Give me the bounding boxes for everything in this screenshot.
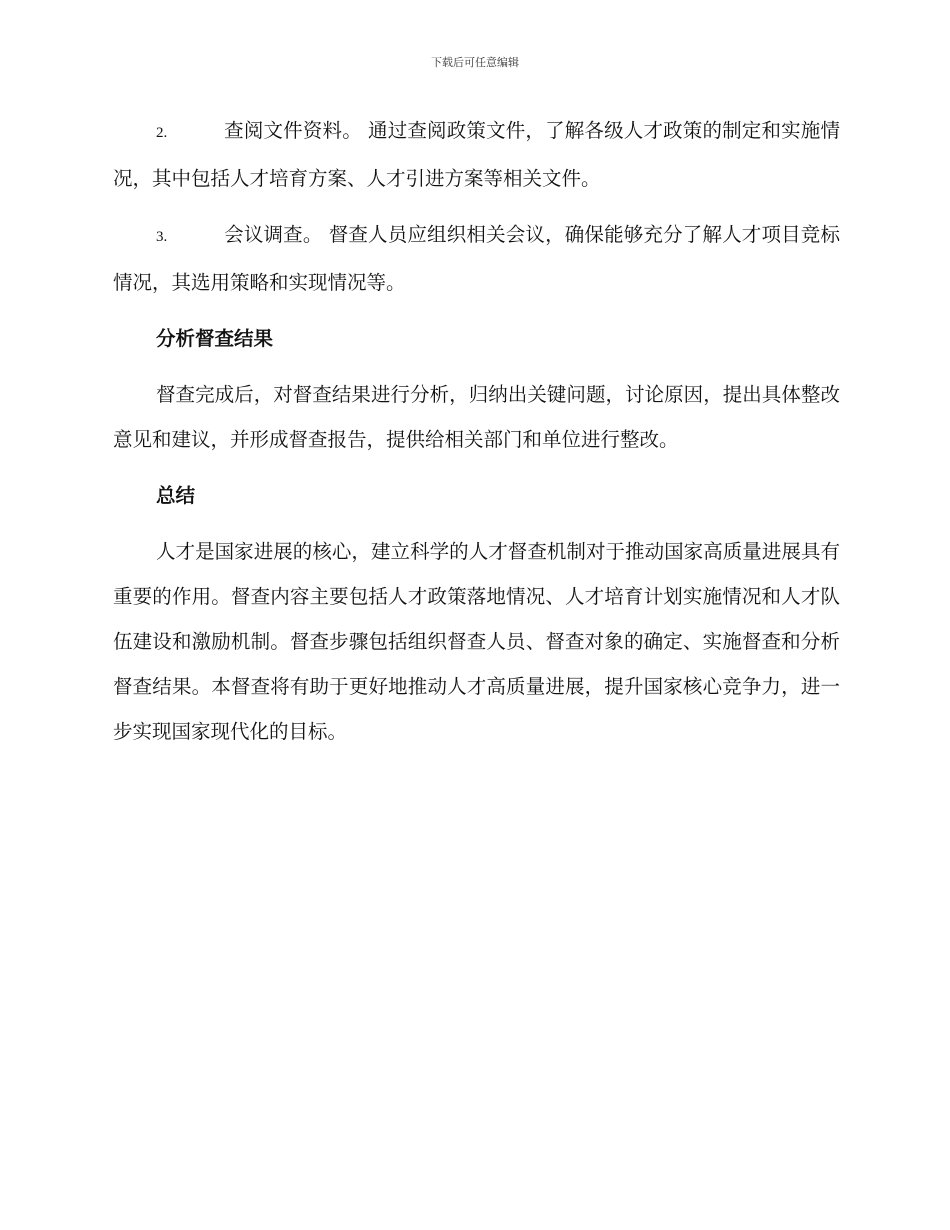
list-item-text: 督查人员应组织相关会议，确保能够充分了解人才项目竞标情况，其选用策略和实现情况等。 [113,223,840,294]
document-body [113,108,840,765]
list-number: 3. [156,229,168,245]
list-item-text: 通过查阅政策文件，了解各级人才政策的制定和实施情况，其中包括人才培育方案、人才引进方案等相关文件。 [113,119,840,190]
list-item-title: 会议调查。 [224,223,323,246]
section-paragraph-summary: 人才是国家进展的核心，建立科学的人才督查机制对于推动国家高质量进展具有重要的作用。督查内容主要包括人才政策落地情况、人才培育计划实施情况和人才队伍建设和激励机制。督查步骤包括组织督查人员、督查对象的确定、实施督查和分析督查结果。本督查将有助于更好地推动人才高质量进展，提升国家核心竞争力，进一步实现国家现代化的目标。 [113,540,840,743]
list-item-title: 查阅文件资料。 [224,119,362,142]
section-heading-summary: 总结 [156,484,196,507]
list-item-2 [113,108,840,201]
list-item-3 [113,212,840,305]
list-number: 2. [156,125,168,141]
section-heading-analysis: 分析督查结果 [156,327,274,350]
section-paragraph-analysis: 督查完成后，对督查结果进行分析，归纳出关键问题，讨论原因，提出具体整改意见和建议，并形成督查报告，提供给相关部门和单位进行整改。 [113,383,840,451]
page-header: 下载后可任意编辑 [431,56,519,69]
